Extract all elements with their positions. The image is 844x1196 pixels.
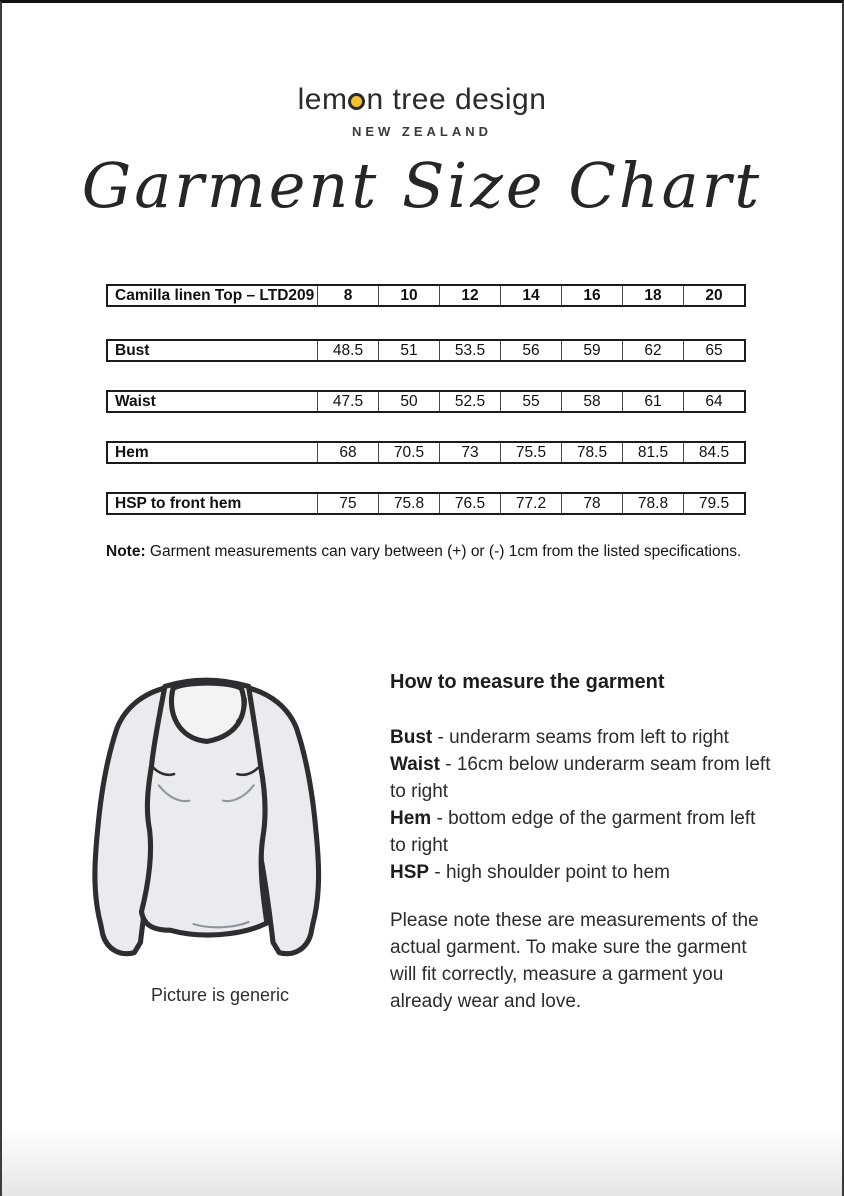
garment-figure <box>84 667 356 1006</box>
measurement-label-cell: HSP to front hem <box>115 494 242 512</box>
page-title: Garment Size Chart <box>81 149 763 222</box>
definition-line: Waist - 16cm below underarm seam from left to right <box>390 754 771 802</box>
measurement-value-cell: 62 <box>622 341 683 360</box>
measurement-label-cell: Hem <box>115 443 149 461</box>
size-cell: 14 <box>500 286 561 305</box>
measurement-row <box>106 492 746 515</box>
measurement-row <box>106 339 746 362</box>
note-text <box>106 543 776 561</box>
measurement-value-cell: 75 <box>317 494 378 513</box>
measurement-value-cell: 79.5 <box>683 494 744 513</box>
measurement-row <box>106 441 746 464</box>
guide-heading: How to measure the garment <box>390 671 665 693</box>
measurement-row <box>106 390 746 413</box>
measurement-value-cell: 78.5 <box>561 443 622 462</box>
logo-text-pre: lem <box>297 83 348 116</box>
measurement-label-cell: Waist <box>115 392 156 410</box>
measurement-value-cell: 61 <box>622 392 683 411</box>
measurement-value-cell: 84.5 <box>683 443 744 462</box>
figure-caption: Picture is generic <box>150 985 290 1005</box>
measurement-label-cell: Bust <box>115 341 150 359</box>
measurement-value-cell: 78 <box>561 494 622 513</box>
measurement-value-cell: 52.5 <box>439 392 500 411</box>
measurement-value-cell: 50 <box>378 392 439 411</box>
size-chart-table <box>106 284 746 515</box>
definition-term: Hem <box>390 808 432 829</box>
size-cell: 10 <box>378 286 439 305</box>
size-cell: 8 <box>317 286 378 305</box>
measurement-value-cell: 65 <box>683 341 744 360</box>
definition-term: Bust <box>390 727 433 748</box>
measurement-value-cell: 48.5 <box>317 341 378 360</box>
measurement-value-cell: 47.5 <box>317 392 378 411</box>
measurement-value-cell: 76.5 <box>439 494 500 513</box>
definition-line: Bust - underarm seams from left to right <box>390 727 729 748</box>
definition-term: HSP <box>390 862 430 883</box>
size-cell: 12 <box>439 286 500 305</box>
measurement-value-cell: 58 <box>561 392 622 411</box>
measurement-value-cell: 70.5 <box>378 443 439 462</box>
product-name-cell: Camilla linen Top – LTD209 <box>115 286 315 304</box>
definition-line: Hem - bottom edge of the garment from left to right <box>390 808 756 856</box>
definition-term: Waist <box>390 754 440 775</box>
measure-guide <box>390 671 772 1015</box>
size-cell: 16 <box>561 286 622 305</box>
note-label: Note: <box>106 543 146 560</box>
measurement-value-cell: 78.8 <box>622 494 683 513</box>
lemon-dot-icon <box>348 93 365 110</box>
measure-definitions <box>390 724 772 886</box>
brand-country: NEW ZEALAND <box>351 124 493 139</box>
note-body: Garment measurements can vary between (+) or (-) 1cm from the listed specifications. <box>145 543 742 560</box>
measurement-value-cell: 75.5 <box>500 443 561 462</box>
size-cell: 18 <box>622 286 683 305</box>
measurement-value-cell: 51 <box>378 341 439 360</box>
measurement-value-cell: 55 <box>500 392 561 411</box>
guide-paragraph: Please note these are measurements of the actual garment. To make sure the garment will fit correctly, measure a garment you already wear and love. <box>390 910 759 1012</box>
size-header-row <box>106 284 746 307</box>
measurement-value-cell: 64 <box>683 392 744 411</box>
measurement-value-cell: 81.5 <box>622 443 683 462</box>
measurement-value-cell: 53.5 <box>439 341 500 360</box>
measurement-value-cell: 75.8 <box>378 494 439 513</box>
measurement-value-cell: 77.2 <box>500 494 561 513</box>
size-cell: 20 <box>683 286 744 305</box>
brand-logo <box>2 83 842 117</box>
measurement-value-cell: 59 <box>561 341 622 360</box>
definition-line: HSP - high shoulder point to hem <box>390 862 670 883</box>
brand-header <box>2 83 842 139</box>
measurement-value-cell: 68 <box>317 443 378 462</box>
logo-text-post: n tree design <box>366 83 547 116</box>
garment-top-illustration <box>84 667 356 973</box>
measurement-value-cell: 56 <box>500 341 561 360</box>
measurement-value-cell: 73 <box>439 443 500 462</box>
